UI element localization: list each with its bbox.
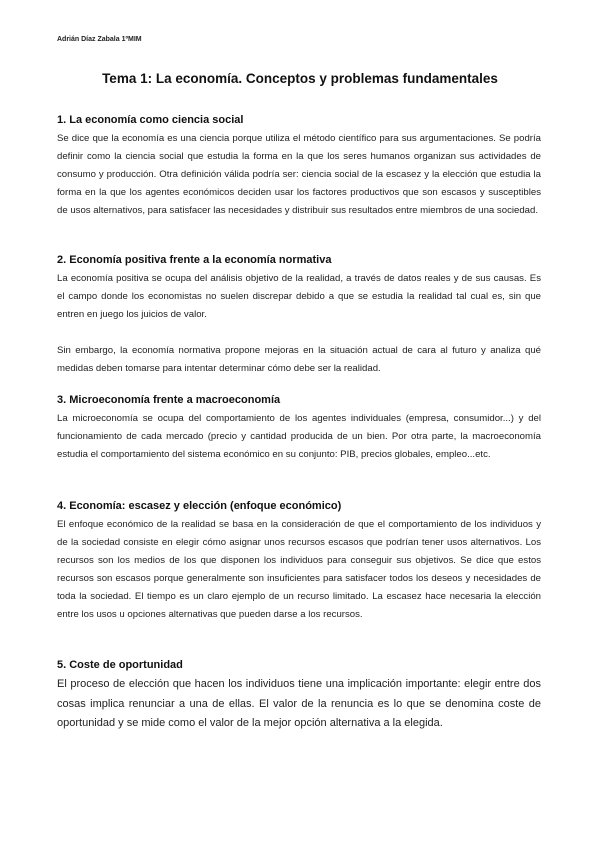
section-paragraph: El proceso de elección que hacen los individuos tiene una implicación importante: elegir entre dos cosas implica renunciar a una de ellas. El valor de la renuncia es lo que se denomina coste de oportunidad y se mide como el valor de la mejor opción alternativa a la elegida. <box>57 678 541 729</box>
section-heading: 5. Coste de oportunidad <box>57 659 183 671</box>
section-paragraph: El enfoque económico de la realidad se basa en la consideración de que el comportamiento de los individuos y de la sociedad consiste en elegir cómo asignar unos recursos escasos que podrían tener usos alternativos. Los recursos son los medios de los que disponen los individuos para conseguir sus objetivos. Se dice que estos recursos son escasos porque generalmente son insuficientes para satisfacer todos los deseos y necesidades de toda la sociedad. El tiempo es un claro ejemplo de un recurso limitado. La escasez hace necesaria la elección entre los usos u opciones alternativas que pueden darse a los recursos. <box>57 519 541 620</box>
section-3 <box>57 392 541 464</box>
section-2 <box>57 252 541 378</box>
section-1 <box>57 112 541 220</box>
section-paragraph: Se dice que la economía es una ciencia porque utiliza el método científico para sus argumentaciones. Se podría definir como la ciencia social que estudia la forma en la que los seres humanos organizan sus actividades de consumo y producción. Otra definición válida podría ser: ciencia social de la escasez y la elección que estudia la forma en la que los agentes económicos deciden usar los factores productivos que son escasos y susceptibles de usos alternativos, para satisfacer las necesidades y distribuir sus resultados entre miembros de una sociedad. <box>57 133 541 216</box>
section-paragraph: Sin embargo, la economía normativa propone mejoras en la situación actual de cara al futuro y analiza qué medidas deben tomarse para intentar determinar cómo debe ser la realidad. <box>57 345 541 374</box>
section-paragraph: La economía positiva se ocupa del análisis objetivo de la realidad, a través de datos reales y de sus causas. Es el campo donde los economistas no suelen discrepar debido a que se estudia la realidad tal cual es, sin que entren en juego los juicios de valor. <box>57 273 541 320</box>
section-heading: 4. Economía: escasez y elección (enfoque económico) <box>57 500 342 512</box>
section-4 <box>57 498 541 624</box>
section-paragraph: La microeconomía se ocupa del comportamiento de los agentes individuales (empresa, consumidor...) y del funcionamiento de cada mercado (precio y cantidad producida de un bien. Por otra parte, la macroeconomía estudia el comportamiento del sistema económico en su conjunto: PIB, precios globales, empleo...etc. <box>57 413 541 460</box>
section-heading: 1. La economía como ciencia social <box>57 114 244 126</box>
section-heading: 2. Economía positiva frente a la economía normativa <box>57 254 332 266</box>
page-title: Tema 1: La economía. Conceptos y problemas fundamentales <box>102 71 498 86</box>
section-5 <box>57 657 541 734</box>
section-heading: 3. Microeconomía frente a macroeconomía <box>57 394 281 406</box>
author-header: Adrián Díaz Zabala 1ºMIM <box>57 36 142 43</box>
